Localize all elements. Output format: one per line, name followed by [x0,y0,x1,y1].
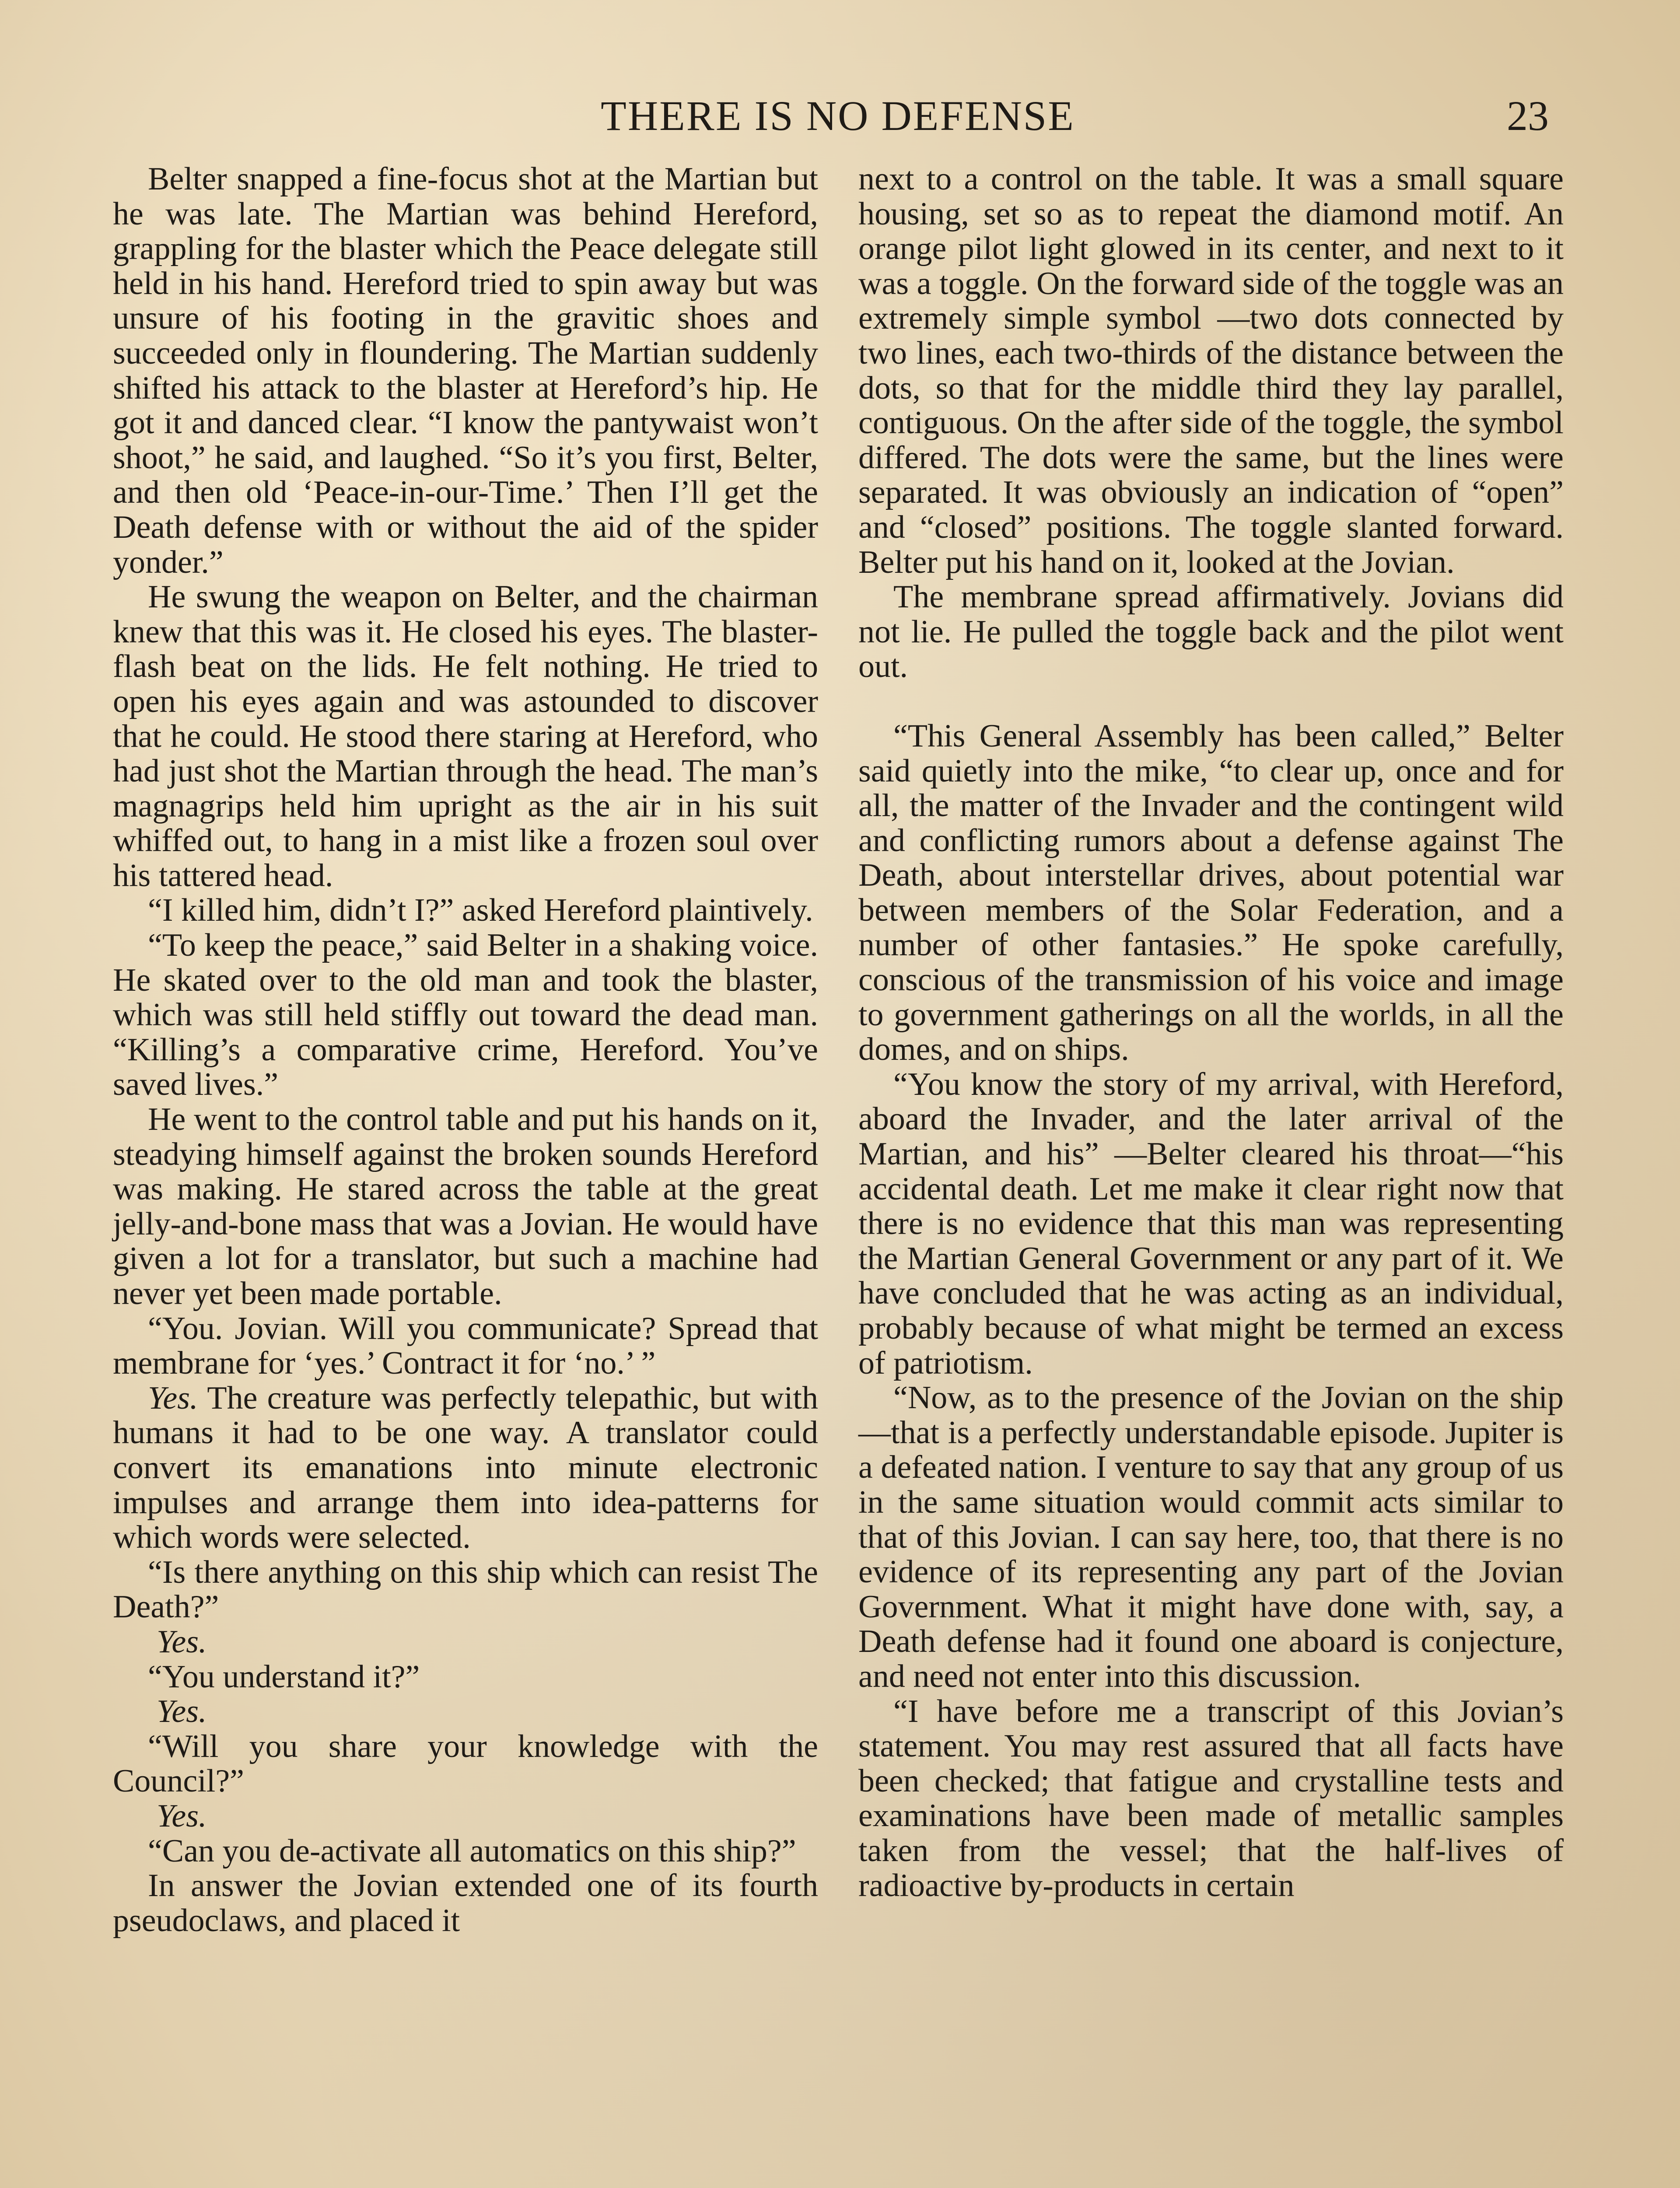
right-column [858,162,1564,1938]
paragraph: Yes. The creature was perfectly telepathic, but with humans it had to be one way. A translator could convert its emanations into minute electronic impulses and arrange them into idea-patterns for which words were selected. [113,1380,818,1556]
paragraph: “You. Jovian. Will you communicate? Spread that membrane for ‘yes.’ Contract it for ‘no.’ ” [113,1310,818,1382]
answer-yes: Yes. [157,1798,207,1834]
answer-yes: Yes. [157,1694,207,1730]
paragraph: “Will you share your knowledge with the Council?” [113,1728,818,1799]
paragraph: He went to the control table and put his hands on it, steadying himself against the broken sounds Hereford was making. He stared across the table at the great jelly-and-bone mass that was a Jovian. He would have given a lot for a translator, but such a machine had never yet been made portable. [113,1101,818,1311]
left-column [113,162,818,1938]
italic-yes: Yes. [148,1380,198,1416]
page-number: 23 [1507,92,1549,139]
text-columns [113,162,1564,1938]
paragraph: “Can you de-activate all automatics on this ship?” [148,1833,796,1869]
paragraph: “Now, as to the presence of the Jovian on the ship—that is a perfectly understandable episode. Jupiter is a defeated nation. I venture to say that any group of us in the same situation would commit acts similar to that of this Jovian. I can say here, too, that there is no evidence of its representing any part of the Jovian Government. What it might have done with, say, a Death defense had it found one aboard is conjecture, and need not enter into this discussion. [858,1380,1564,1694]
paragraph: “Is there anything on this ship which can resist The Death?” [113,1554,818,1625]
paragraph: “You know the story of my arrival, with Hereford, aboard the Invader, and the later arrival of the Martian, and his” —Belter cleared his throat—“his accidental death. Let me make it clear right now that there is no evidence that this man was representing the Martian General Government or any part of it. We have concluded that he was acting as an individual, probably because of what might be termed an excess of patriotism. [858,1066,1564,1381]
paragraph: “To keep the peace,” said Belter in a shaking voice. He skated over to the old man and took the blaster, which was still held stiffly out toward the dead man. “Killing’s a comparative crime, Hereford. You’ve saved lives.” [113,927,818,1103]
paragraph: “I have before me a transcript of this Jovian’s statement. You may rest assured that all facts have been checked; that fatigue and crystalline tests and examinations have been made of metallic samples taken from the vessel; that the half-lives of radioactive by-products in certain [858,1693,1564,1904]
paragraph: Belter snapped a fine-focus shot at the Martian but he was late. The Martian was behind Hereford, grappling for the blaster which the Peace delegate still held in his hand. Hereford tried to spin away but was unsure of his footing in the gravitic shoes and succeeded only in floundering. The Martian suddenly shifted his attack to the blaster at Hereford’s hip. He got it and danced clear. “I know the pantywaist won’t shoot,” he said, and laughed. “So it’s you first, Belter, and then old ‘Peace-in-our-Time.’ Then I’ll get the Death defense with or without the aid of the spider yonder.” [113,161,818,580]
paragraph: The membrane spread affirmatively. Jovians did not lie. He pulled the toggle back and the pilot went out. [858,579,1564,685]
running-head-title: THERE IS NO DEFENSE [601,92,1075,139]
paragraph: “I killed him, didn’t I?” asked Hereford plaintively. [148,892,813,929]
page-header [114,85,1562,147]
paragraph: “This General Assembly has been called,” Belter said quietly into the mike, “to clear up, once and for all, the matter of the Invader and the contingent wild and conflicting rumors about a defense against The Death, about interstellar drives, about potential war between members of the Solar Federation, and a number of other fantasies.” He spoke carefully, conscious of the transmission of his voice and image to government gatherings on all the worlds, in all the domes, and on ships. [858,718,1564,1068]
paragraph: “You understand it?” [148,1659,420,1695]
paragraph: next to a control on the table. It was a small square housing, set so as to repeat the diamond motif. An orange pilot light glowed in its center, and next to it was a toggle. On the forward side of the toggle was an extremely simple symbol —two dots connected by two lines, each two-thirds of the distance between the dots, so that for the middle third they lay parallel, contiguous. On the after side of the toggle, the symbol differed. The dots were the same, but the lines were separated. It was obviously an indication of “open” and “closed” positions. The toggle slanted forward. Belter put his hand on it, looked at the Jovian. [858,161,1564,580]
answer-yes: Yes. [157,1623,207,1660]
paragraph: He swung the weapon on Belter, and the chairman knew that this was it. He closed his eyes. The blaster-flash beat on the lids. He felt nothing. He tried to open his eyes again and was astounded to discover that he could. He stood there staring at Hereford, who had just shot the Martian through the head. The man’s magnagrips held him upright as the air in his suit whiffed out, to hang in a mist like a frozen soul over his tattered head. [113,579,818,894]
paragraph: In answer the Jovian extended one of its fourth pseudoclaws, and placed it [113,1868,818,1939]
